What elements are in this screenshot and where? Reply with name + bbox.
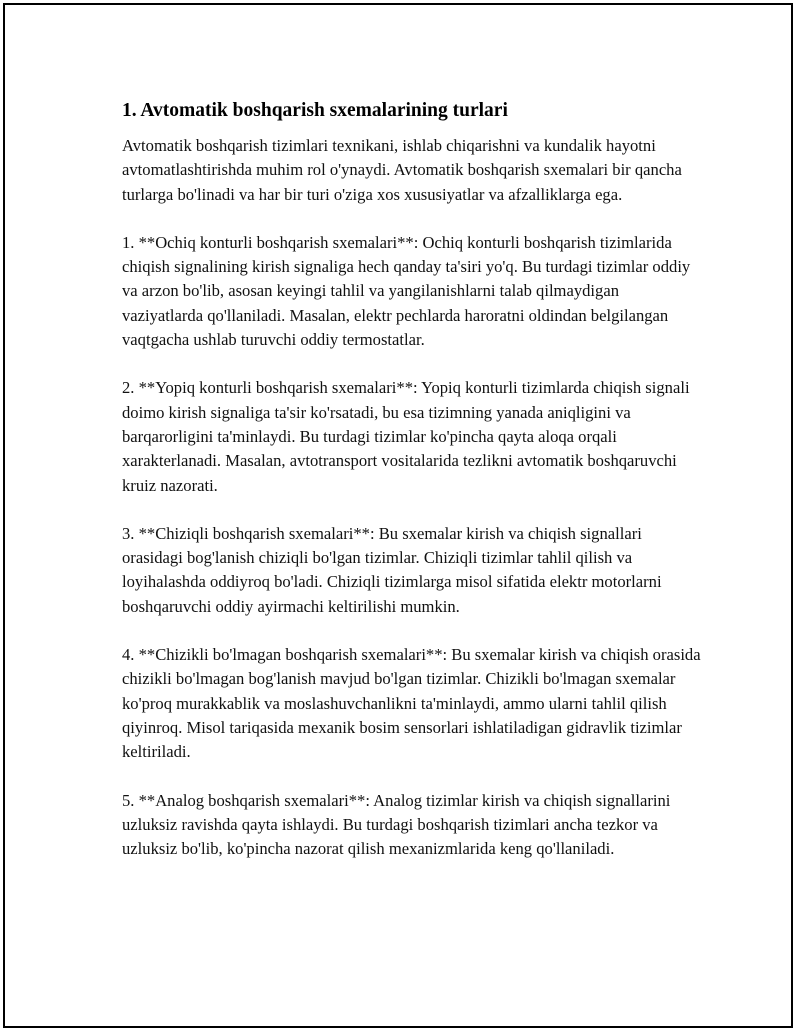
page-frame xyxy=(3,3,793,1028)
intro-paragraph: Avtomatik boshqarish tizimlari texnikani, ishlab chiqarishni va kundalik hayotni avtomatlashtirishda muhim rol o'ynaydi. Avtomatik boshqarish sxemalari bir qancha turlarga bo'linadi va har bir turi o'ziga xos xususiyatlar va afzalliklarga ega. xyxy=(122,136,682,204)
list-item-linear: 3. **Chiziqli boshqarish sxemalari**: Bu sxemalar kirish va chiqish signallari orasidagi bog'lanish chiziqli bo'lgan tizimlar. Chiziqli tizimlar tahlil qilish va loyihalashda oddiyroq bo'ladi. Chiziqli tizimlarga misol sifatida elektr motorlarni boshqaruvchi oddiy ayirmachi keltirilishi mumkin. xyxy=(122,523,662,616)
list-item-analog: 5. **Analog boshqarish sxemalari**: Analog tizimlar kirish va chiqish signallarini uzluksiz ravishda qayta ishlaydi. Bu turdagi boshqarish tizimlari ancha tezkor va uzluksiz bo'lib, ko'pincha nazorat qilish mexanizmlarida keng qo'llaniladi. xyxy=(122,790,671,859)
document-body xyxy=(122,98,702,885)
list-item-closed-loop: 2. **Yopiq konturli boshqarish sxemalari**: Yopiq konturli tizimlarda chiqish signali doimo kirish signaliga ta'sir ko'rsatadi, bu esa tizimning yanada aniqligini va barqarorligini ta'minlaydi. Bu turdagi tizimlar ko'pincha qayta aloqa orqali xarakterlanadi. Masalan, avtotransport vositalarida tezlikni avtomatik boshqaruvchi kruiz nazorati. xyxy=(122,378,690,495)
list-item-nonlinear: 4. **Chizikli bo'lmagan boshqarish sxemalari**: Bu sxemalar kirish va chiqish orasida chizikli bo'lmagan bog'lanish mavjud bo'lgan tizimlar. Chizikli bo'lmagan sxemalar ko'proq murakkablik va moslashuvchanlikni ta'minlaydi, ammo ularni tahlil qilish qiyinroq. Misol tariqasida mexanik bosim sensorlari ishlatiladigan gidravlik tizimlar keltiriladi. xyxy=(122,645,701,762)
section-heading: 1. Avtomatik boshqarish sxemalarining turlari xyxy=(122,100,508,121)
list-item-open-loop: 1. **Ochiq konturli boshqarish sxemalari**: Ochiq konturli boshqarish tizimlarida chiqish signalining kirish signaliga hech qanday ta'siri yo'q. Bu turdagi tizimlar oddiy va arzon bo'lib, asosan keyingi tahlil va yangilanishlarni talab qilmaydigan vaziyatlarda qo'llaniladi. Masalan, elektr pechlarda haroratni oldindan belgilangan vaqtgacha ushlab turuvchi oddiy termostatlar. xyxy=(122,232,691,350)
